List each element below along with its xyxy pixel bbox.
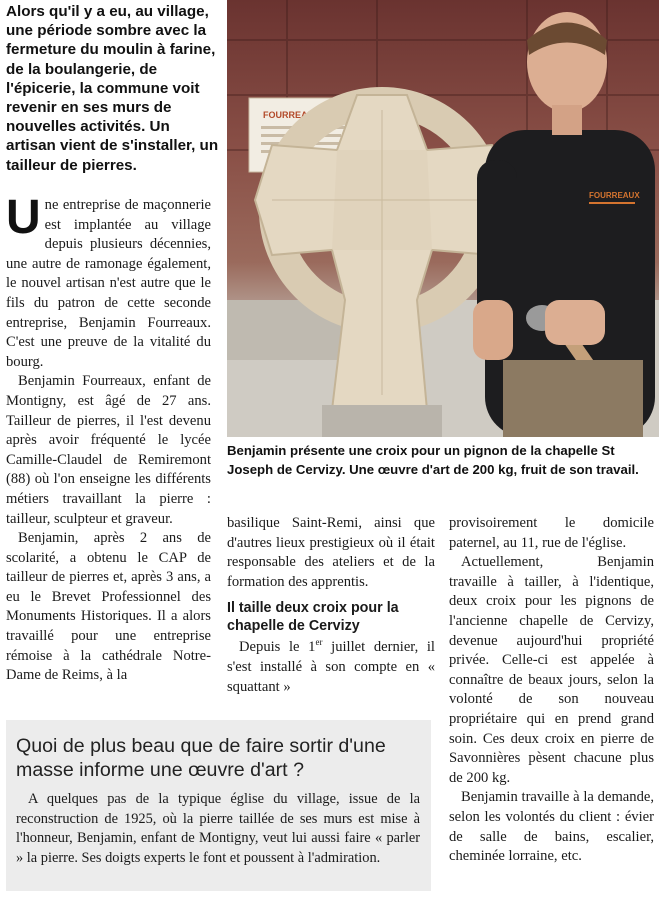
article-column-1 bbox=[6, 191, 211, 686]
photo-illustration bbox=[227, 0, 659, 437]
sign-text: FOURREAUX bbox=[263, 110, 321, 120]
lede-paragraph: Alors qu'il y a eu, au village, une période sombre avec la fermeture du moulin à farine, de la boulangerie, de l'épicerie, la commune voit revenir en ses murs de nouvelles activités. Un artisan vient de s'installer, un tailleur de pierres. bbox=[6, 3, 219, 174]
article-column-3 bbox=[449, 514, 654, 867]
body-paragraph: Depuis le 1er juillet dernier, il s'est installé à son compte en « squattant » bbox=[227, 637, 435, 695]
body-paragraph: provisoirement le domicile paternel, au 11, rue de l'église. bbox=[449, 515, 654, 551]
body-paragraph: Actuellement, Benjamin travaille à tailler, à l'identique, deux croix pour les pignons de l'ancienne chapelle de Cervizy, devenue aujourd'hui propriété privée. Celle-ci est appelée à connaître de beaux jours, selon la volonté de son nouveau propriétaire qui en prend grand soin. Ces deux croix en pierre de Savonnières pèsent chacune plus de 200 kg. bbox=[449, 554, 654, 786]
body-paragraph: Benjamin, après 2 ans de scolarité, a obtenu le CAP de tailleur de pierres et, après 3 ans, a eu le Brevet Professionnel des Monuments Historiques. Il a alors travaillé pour une entreprise rémoise à la cathédrale Notre-Dame de Reims, à la bbox=[6, 530, 211, 684]
subheading: Il taille deux croix pour la chapelle de Cervizy bbox=[227, 600, 399, 635]
quote-title: Quoi de plus beau que de faire sortir d'une masse informe une œuvre d'art ? bbox=[16, 735, 386, 781]
body-paragraph: Benjamin travaille à la demande, selon les volontés du client : évier de salle de bains, escalier, cheminée lorraine, etc. bbox=[449, 789, 654, 865]
artisan-figure bbox=[473, 12, 655, 437]
intro-paragraph: Une entreprise de maçonnerie est implantée au village depuis plusieurs décennies, une autre de ramonage également, le nouvel artisan n'est autre que le fils du patron de cette seconde entreprise, Benjamin Fourreaux. C'est une preuve de la vitalité du bourg. bbox=[6, 191, 211, 370]
body-paragraph: basilique Saint-Remi, ainsi que d'autres lieux prestigieux où il était responsable des ateliers et de la formation des apprentis. bbox=[227, 515, 435, 590]
body-paragraph: Benjamin Fourreaux, enfant de Montigny, est âgé de 27 ans. Tailleur de pierres, il l'est devenu après avoir fréquenté le lycée Camille-Claudel de Remiremont (88) où l'on enseigne les différents métiers travaillant la pierre : tailleur, sculpteur et graveur. bbox=[6, 373, 211, 527]
drop-cap: U bbox=[6, 191, 41, 244]
article-column-2 bbox=[227, 514, 435, 697]
shirt-text: FOURREAUX bbox=[589, 191, 640, 200]
article-photo bbox=[227, 0, 659, 437]
quote-body: A quelques pas de la typique église du village, issue de la reconstruction de 1925, où la pierre taillée de ses murs est mise à l'honneur, Benjamin, enfant de Montigny, veut lui aussi faire « parler » la pierre. Ses doigts experts le font et poussent à l'admiration. bbox=[16, 791, 420, 866]
photo-caption: Benjamin présente une croix pour un pignon de la chapelle St Joseph de Cervizy. Une œuvre d'art de 200 kg, fruit de son travail. bbox=[227, 443, 639, 477]
